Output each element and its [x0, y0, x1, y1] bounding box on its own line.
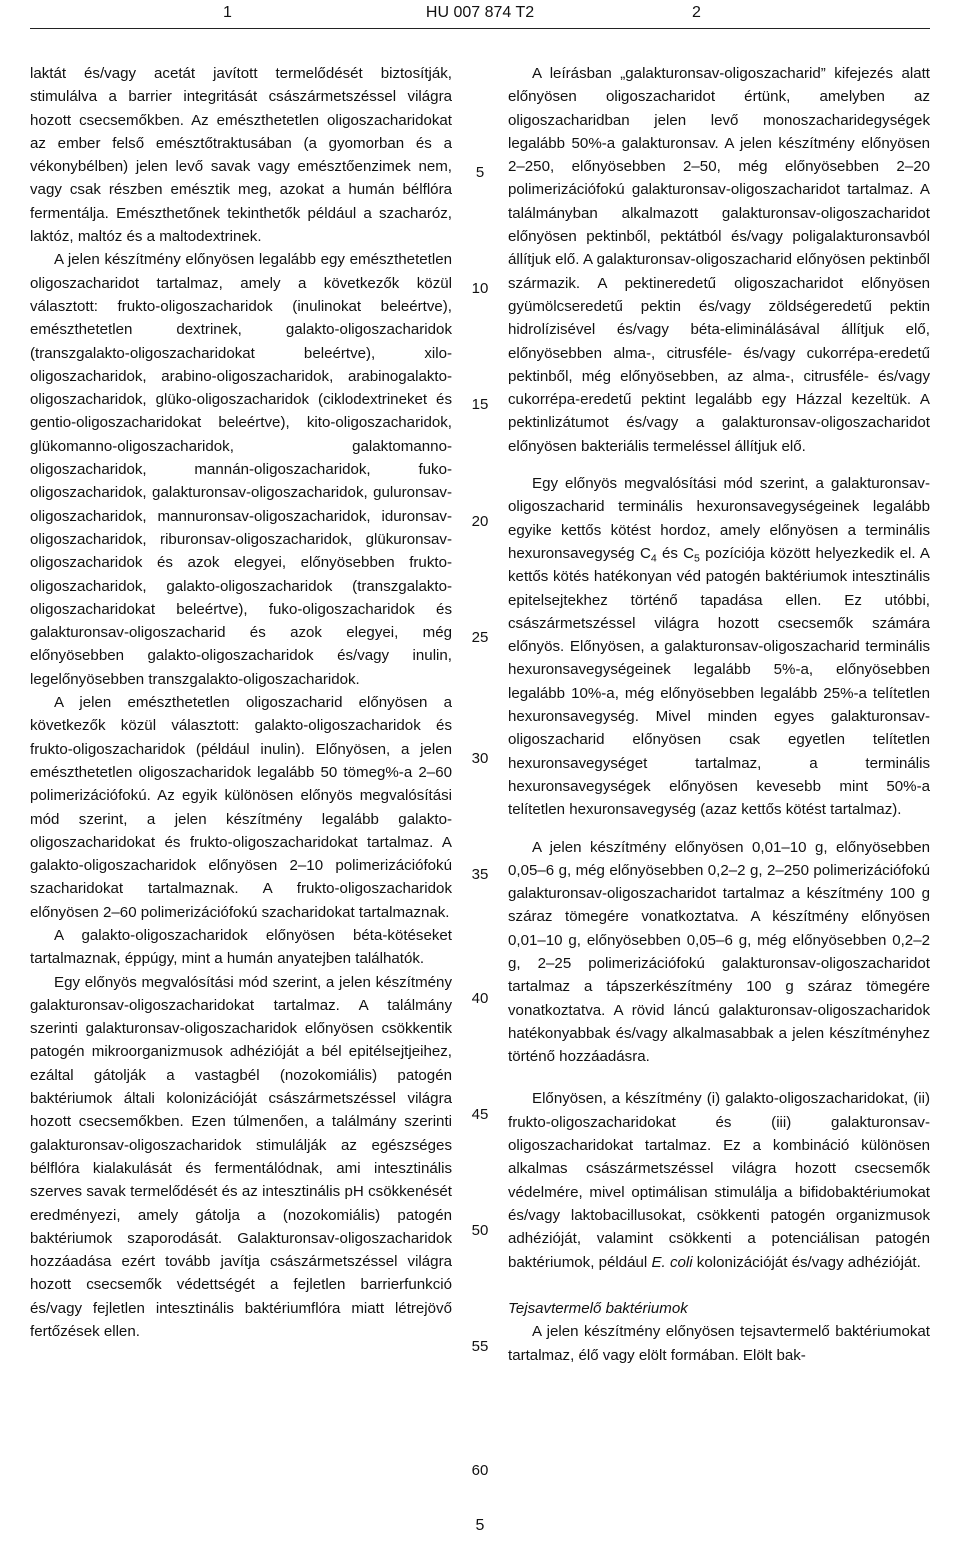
right-paragraph-2 — [508, 472, 930, 821]
left-column — [30, 62, 452, 1343]
species-name-italic: E. coli — [651, 1253, 693, 1271]
subscript-c4: 4 — [650, 552, 657, 565]
right-paragraph-4-part-a: Előnyösen, a készítmény (i) galakto-oligoszacharidokat, (ii) frukto-oligoszacharidokat és (iii) galakturonsav-oligoszacharidokat tartalmaz. Ez a kombináció különösen alkalmas császármetszéssel világra hozott csecsemők védelmére, mivel optimálisan stimulálja a bifidobaktériumokat és/vagy laktobacillusokat, csökkenti patogén organizmusok adhézióját, valamint csökkenti a potenciálisan patogén baktériumok, például — [508, 1090, 930, 1271]
line-number: 50 — [471, 1222, 489, 1239]
line-number: 15 — [471, 396, 489, 413]
right-paragraph-1: A leírásban „galakturonsav-oligoszacharid” kifejezés alatt előnyösen oligoszacharidot értünk, amelyben az oligoszacharidban jelen levő monoszacharidegységek legalább 50%-a galakturonsav. A jelen készítmény előnyösen 2–250, előnyösebben 2–50, még előnyösebben 2–20 polimerizációfokú galakturonsav-oligoszacharidot tartalmaz. A találmányban alkalmazott galakturonsav-oligoszacharidot előnyösen pektinből, pektátból és/vagy poligalakturonsavból állítjuk elő. A galakturonsav-oligoszacharid előnyösen pektinből származik. A pektineredetű oligoszacharidot előnyösen gyümölcseredetű pektin és/vagy zöldségeredetű pektin hidrolízisével és/vagy béta-eliminálásával állítjuk elő, előnyösebben alma-, citrusféle- és/vagy cukorrépa-eredetű pektinből, még előnyösebben, az alma-, citrusféle- és/vagy cukorrépa-eredetű pektint legalább egy Házzal kezeltük. A pektinlizátumot és/vagy a galakturonsav-oligoszacharidot előnyösen bakteriális termeléssel állítjuk elő. — [508, 65, 930, 455]
left-paragraph-5: Egy előnyös megvalósítási mód szerint, a jelen készítmény galakturonsav-oligoszacharidokat tartalmaz. A találmány szerinti galakturonsav-oligoszacharidok előnyösen csökkentik patogén mikroorganizmusok adhézióját a bél epitélsejtjeihez, ezáltal gátolják a vastagbél (nozokomiális) patogén baktériumok általi kolonizációját császármetszéssel világra hozott csecsemőkben. Ezen túlmenően, a találmány szerinti galakturonsav-oligoszacharidok stimulálják az egészséges bélflóra kialakulását és fermentálódnak, ami intesztinális szerves savak termelődését és az intesztinális pH csökkenését eredményezi, amely gátolja a (nozokomiális) patogén baktériumok szaporodását. Galakturonsav-oligoszacharidok hozzáadása ezért tovább javítja császármetszéssel világra hozott csecsemők védettségét a fejletlen barrierfunkció és/vagy fejletlen intesztinális baktériumflóra miatt létrejövő fertőzések ellen. — [30, 973, 452, 1341]
line-number: 40 — [471, 990, 489, 1007]
left-paragraph-3: A jelen emészthetetlen oligoszacharid előnyösen a következők közül választott: galakto-oligoszacharidok és frukto-oligoszacharidok (például inulin). Előnyösen, a jelen emészthetetlen oligoszacharidok legalább 50 tömeg%-a 2–60 polimerizációfokú. Az egyik különösen előnyös megvalósítási mód szerint, a jelen készítmény legalább galakto-oligoszacharidokat és frukto-oligoszacharidokat tartalmaz. A galakto-oligoszacharidok előnyösen 2–10 polimerizációfokú szacharidokat tartalmaznak. A frukto-oligoszacharidok előnyösen 2–60 polimerizációfokú szacharidokat tartalmaznak. — [30, 694, 452, 921]
header-rule — [30, 28, 930, 29]
right-paragraph-2-part-c: pozíciója között helyezkedik el. A kettős kötés hatékonyan véd patogén baktériumok intesztinális epitelsejtekhez történő tapadása ellen. Ez utóbbi, császármetszéssel világra hozott csecsemők számára előnyös. Előnyösen, a galakturonsav-oligoszacharid terminális hexuronsavegységeinek legalább 5%-a, előnyösebben legalább 10%-a, még előnyösebben legalább 25%-a telítetlen hexuronsavegység. Mivel minden egyes galakturonsav-oligoszacharid előnyösen csak egyetlen telítetlen hexuronsavegységet tartalmaz, a terminális hexuronsavegységek előnyösen kevesebb mint 50%-a telítetlen hexuronsavegység (azaz kettős kötést tartalmaz). — [508, 544, 930, 819]
left-paragraph-2: A jelen készítmény előnyösen legalább egy emészthetetlen oligoszacharidot tartalmaz, amely a következők közül választott: frukto-oligoszacharidok (inulinokat beleértve), emészthetetlen dextrinek, galakto-oligoszacharidok (transzgalakto-oligoszacharidokat beleértve), xilo-oligoszacharidok, arabino-oligoszacharidok, arabinogalakto-oligoszacharidok, glüko-oligoszacharidok (ciklodextrineket és gentio-oligoszacharidokat beleértve), kito-oligoszacharidok, glükomanno-oligoszacharidok, galaktomanno-oligoszacharidok, mannán-oligoszacharidok, fuko-oligoszacharidok, galakturonsav-oligoszacharidok, guluronsav-oligoszacharidok, mannuronsav-oligoszacharidok, iduronsav-oligoszacharidok, riburonsav-oligoszacharidok, glükuronsav-oligoszacharidok és azok elegyei, előnyösebben frukto-oligoszacharidok, galakto-oligoszacharidok (transzgalakto-oligoszacharidokat beleértve), fuko-oligoszacharidok és galakturonsav-oligoszacharid és azok elegyei, még előnyösebben galakto-oligoszacharidok és/vagy inulin, legelőnyösebben transzgalakto-oligoszacharidok. — [30, 251, 452, 688]
line-number: 25 — [471, 629, 489, 646]
left-paragraph-4: A galakto-oligoszacharidok előnyösen béta-kötéseket tartalmaznak, éppúgy, mint a humán anyatejben találhatók. — [30, 926, 452, 968]
right-paragraph-4 — [508, 1087, 930, 1273]
right-paragraph-3: A jelen készítmény előnyösen 0,01–10 g, előnyösebben 0,05–6 g, még előnyösebben 0,2–2 g, 2–250 polimerizációfokú galakturonsav-oligoszacharidot tartalmaz a készítmény 100 g száraz tömegére vonatkoztatva. A készítmény előnyösen 0,01–10 g, előnyösebben 0,05–6 g, még előnyösebben 0,2–2 g, 2–25 polimerizációfokú galakturonsav-oligoszacharidot tartalmaz a tápszerkészítmény 100 g száraz tömegére vonatkoztatva. A rövid láncú galakturonsav-oligoszacharidok hatékonyabbak és/vagy alkalmasabbak a jelen készítményhez történő hozzáadásra. — [508, 838, 930, 1066]
line-number: 60 — [471, 1462, 489, 1479]
subscript-c5: 5 — [694, 552, 700, 565]
right-column — [508, 62, 930, 1367]
line-number: 55 — [471, 1338, 489, 1355]
left-paragraph-1: laktát és/vagy acetát javított termelődését biztosítják, stimulálva a barrier integritását császármetszéssel világra hozott csecsemőkben. Az emészthetetlen oligoszacharidokat az ember felső emésztőtraktusában (a gyomorban és a vékonybélben) jelen levő savak vagy emésztőenzimek nem, vagy csak részben emésztik meg, azokat a humán bélflóra fermentálja. Emészthetőnek tekinthetők például a szacharóz, laktóz, maltóz és a maltodextrinek. — [30, 65, 452, 246]
header-page-right: 2 — [692, 4, 701, 21]
line-number: 35 — [471, 866, 489, 883]
line-number: 45 — [471, 1106, 489, 1123]
right-paragraph-4-part-b: kolonizációját és/vagy adhézióját. — [692, 1253, 921, 1271]
header-doc-id: HU 007 874 T2 — [425, 4, 535, 21]
right-paragraph-5: A jelen készítmény előnyösen tejsavtermelő baktériumokat tartalmaz, élő vagy elölt formában. Elölt bak- — [508, 1323, 930, 1364]
footer-page-number: 5 — [475, 1517, 485, 1534]
line-number: 10 — [471, 280, 489, 297]
line-number: 20 — [471, 513, 489, 530]
right-paragraph-2-part-a: Egy előnyös megvalósítási mód szerint, a galakturonsav-oligoszacharid terminális hexuronsavegységeinek legalább egyike kettős kötést hordoz, amely előnyösen a terminális hexuronsavegység C — [508, 475, 930, 562]
line-number: 30 — [471, 750, 489, 767]
right-paragraph-2-part-b: és C — [656, 544, 695, 562]
section-heading: Tejsavtermelő baktériumok — [508, 1300, 688, 1318]
line-number: 5 — [475, 164, 485, 181]
header-page-left: 1 — [223, 4, 232, 21]
